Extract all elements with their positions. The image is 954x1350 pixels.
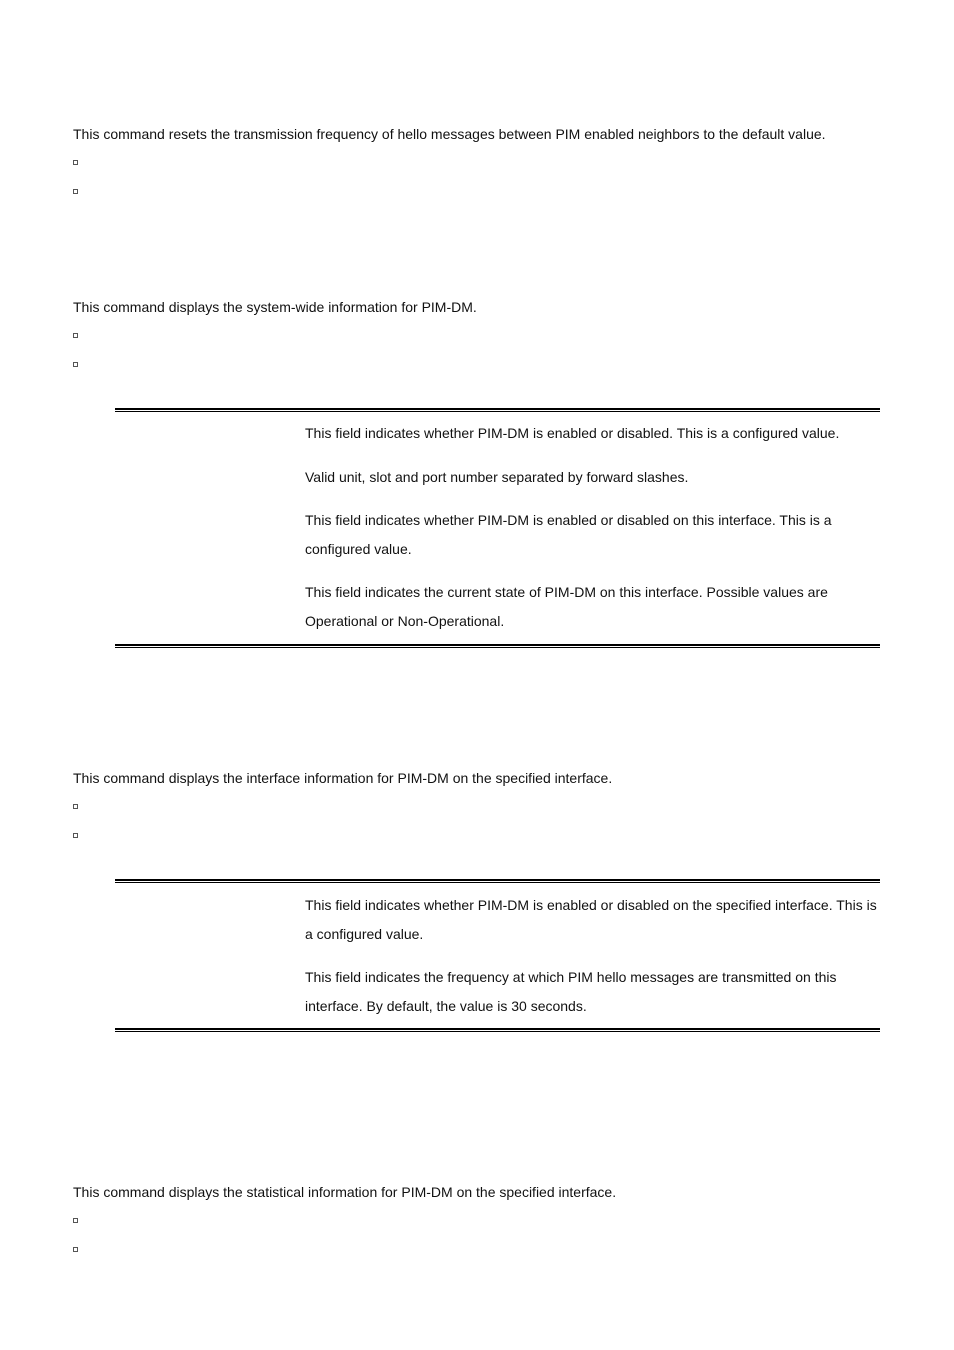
- interface-info-table: [115, 879, 880, 1035]
- bullet-marker: [73, 833, 78, 838]
- table-row-description: This field indicates the current state of PIM-DM on this interface. Possible values are Operational or Non-Operational.: [305, 584, 828, 629]
- bullet-marker: [73, 362, 78, 367]
- table-row-description: This field indicates whether PIM-DM is enabled or disabled on this interface. This is a configured value.: [305, 512, 832, 557]
- table-bottom-rule: [115, 644, 880, 648]
- table-row-description: This field indicates whether PIM-DM is enabled or disabled on the specified interface. This is a configured value.: [305, 897, 877, 942]
- section1-description: This command resets the transmission frequency of hello messages between PIM enabled neighbors to the default value.: [73, 126, 826, 142]
- table-bottom-rule: [115, 1028, 880, 1032]
- bullet-marker: [73, 333, 78, 338]
- table-row-description: Valid unit, slot and port number separated by forward slashes.: [305, 469, 689, 485]
- table-row-description: This field indicates the frequency at which PIM hello messages are transmitted on this interface. By default, the value is 30 seconds.: [305, 969, 837, 1014]
- bullet-marker: [73, 1218, 78, 1223]
- bullet-marker: [73, 1247, 78, 1252]
- table-row-description: This field indicates whether PIM-DM is enabled or disabled. This is a configured value.: [305, 425, 840, 441]
- section4-description: This command displays the statistical information for PIM-DM on the specified interface.: [73, 1184, 617, 1200]
- section2-description: This command displays the system-wide information for PIM-DM.: [73, 299, 477, 315]
- table-top-rule: [115, 879, 880, 883]
- system-info-table: [115, 408, 880, 650]
- section3-description: This command displays the interface information for PIM-DM on the specified interface.: [73, 770, 613, 786]
- bullet-marker: [73, 804, 78, 809]
- bullet-marker: [73, 189, 78, 194]
- table-top-rule: [115, 408, 880, 412]
- bullet-marker: [73, 160, 78, 165]
